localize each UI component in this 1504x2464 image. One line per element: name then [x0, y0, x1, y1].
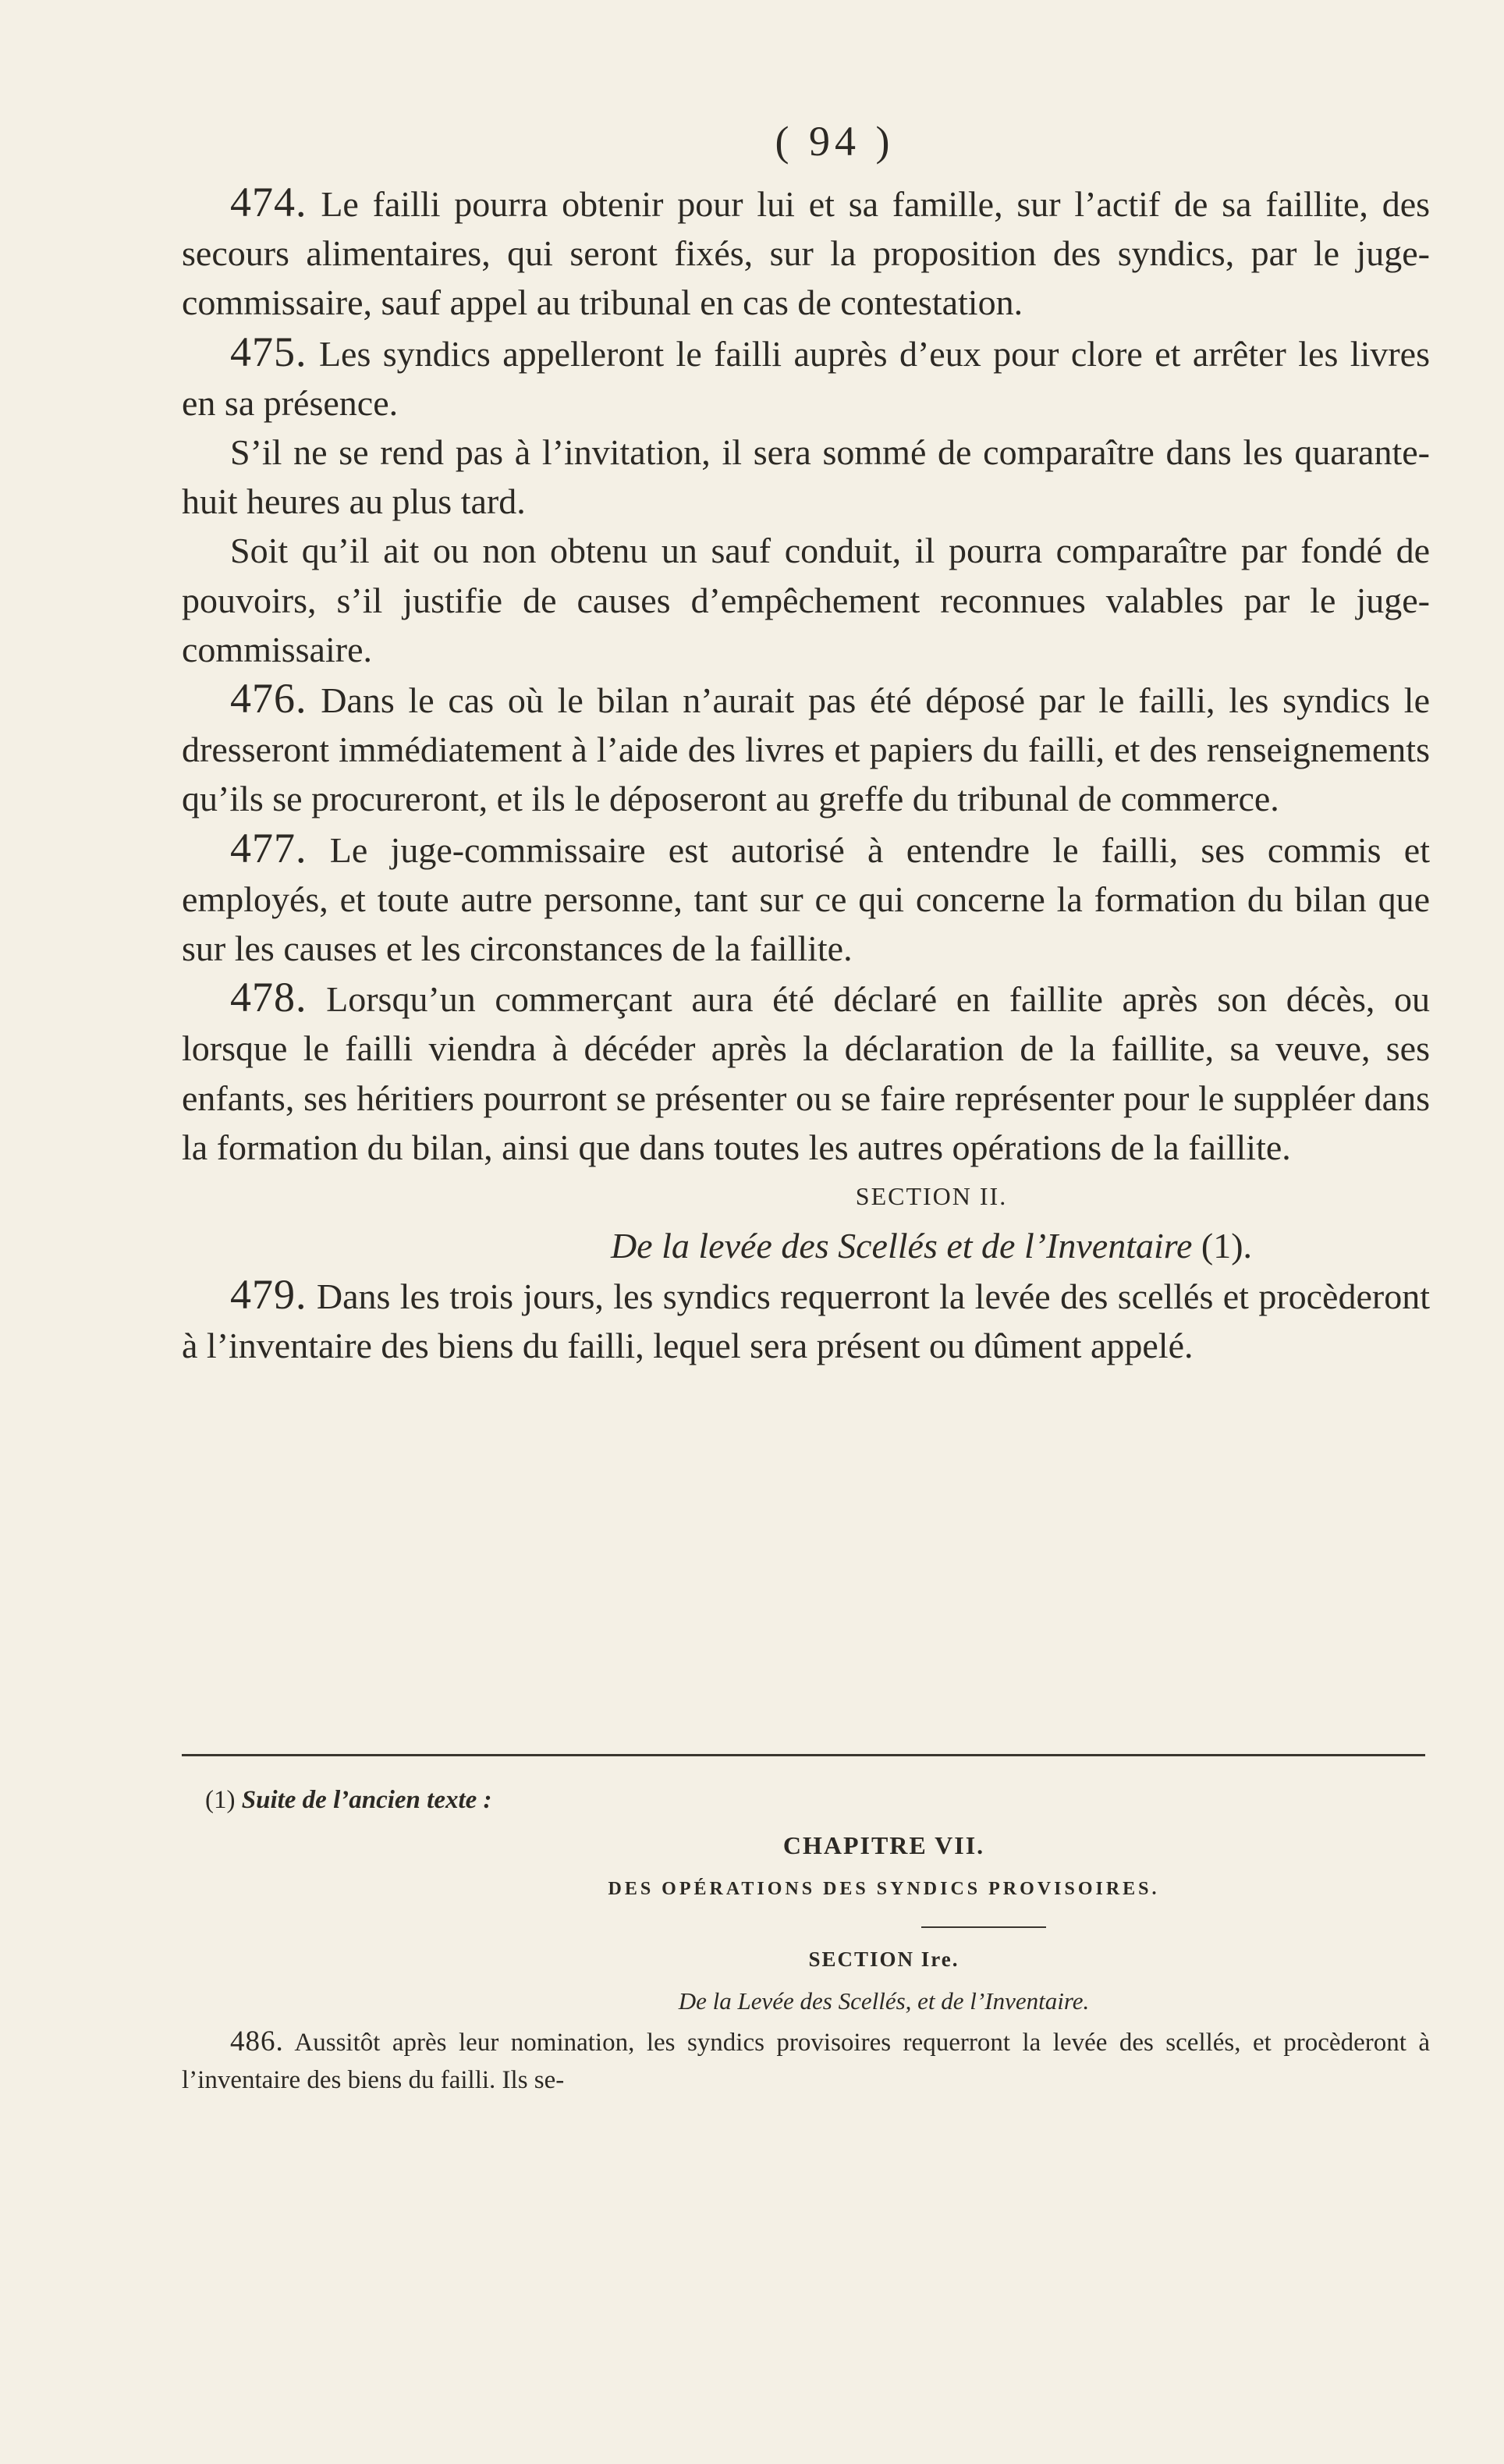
section-title	[182, 1221, 1430, 1270]
footnote-chapter-title: DES OPÉRATIONS DES SYNDICS PROVISOIRES.	[608, 1879, 1160, 1899]
article-number: 477.	[230, 824, 307, 872]
footnote-section-title: De la Levée des Scellés, et de l’Inventaire.	[678, 1987, 1090, 2015]
article-text: Le juge-commissaire est autorisé à entendre le failli, ses commis et employés, et toute autre personne, tant sur ce qui concerne la formation du bilan que sur les causes et les circonstances de la faillite.	[182, 829, 1430, 969]
article-paragraph	[182, 526, 1430, 674]
footnote-short-divider	[921, 1926, 1046, 1928]
footnote-divider	[182, 1754, 1425, 1756]
footnote-intro-text: Suite de l’ancien texte :	[241, 1786, 492, 1814]
article-text: Lorsqu’un commerçant aura été déclaré en faillite après son décès, ou lorsque le failli viendra à décéder après la déclaration de la faillite, sa veuve, ses enfants, ses héritiers pourront se présenter ou se faire représenter pour le suppléer dans la formation du bilan, ainsi que dans toutes les autres opérations de la faillite.	[182, 979, 1431, 1167]
footnote-intro	[182, 1781, 1430, 1819]
section-title-text: De la levée des Scellés et de l’Inventaire	[610, 1226, 1193, 1266]
section-heading: SECTION II.	[855, 1182, 1008, 1211]
article-number: 476.	[230, 675, 307, 723]
footnote-article-text: Aussitôt après leur nomination, les syndics provisoires requerront la levée des scellés, et procèderont à l’inventaire des biens du failli. Ils se-	[182, 2029, 1430, 2094]
article-paragraph	[182, 674, 1430, 824]
footnote-article-number: 486.	[230, 2026, 284, 2057]
article-paragraph	[182, 824, 1430, 974]
main-text	[182, 178, 1430, 1370]
article-text: Le failli pourra obtenir pour lui et sa famille, sur l’actif de sa faillite, des secours alimentaires, qui seront fixés, sur la proposition des syndics, par le juge-commissaire, sauf appel au tribunal en cas de contestation.	[182, 184, 1431, 323]
article-paragraph	[182, 178, 1430, 328]
footnote-section: SECTION Ire.	[808, 1947, 960, 1971]
footnote-chapter: CHAPITRE VII.	[782, 1831, 985, 1859]
article-number: 478.	[230, 974, 307, 1021]
article-paragraph	[182, 1270, 1430, 1370]
article-number: 479.	[230, 1271, 307, 1319]
article-number: 474.	[230, 179, 307, 225]
footnote	[182, 1781, 1430, 2099]
article-paragraph	[182, 328, 1430, 428]
article-paragraph	[182, 428, 1430, 526]
footnote-article	[182, 2023, 1430, 2099]
article-text: Dans les trois jours, les syndics requerront la levée des scellés et procèderont à l’inventaire des biens du failli, lequel sera présent ou dûment appelé.	[182, 1276, 1430, 1366]
footnote-mark: (1)	[205, 1786, 236, 1814]
page-number: ( 94 )	[775, 118, 895, 165]
article-paragraph	[182, 973, 1430, 1172]
article-number: 475.	[230, 328, 307, 375]
article-text: Soit qu’il ait ou non obtenu un sauf conduit, il pourra comparaître par fondé de pouvoirs, s’il justifie de causes d’empêchement reconnues valables par le juge-commissaire.	[182, 531, 1430, 669]
article-text: S’il ne se rend pas à l’invitation, il sera sommé de comparaître dans les quarante-huit heures au plus tard.	[182, 432, 1430, 522]
article-text: Dans le cas où le bilan n’aurait pas été déposé par le failli, les syndics le dresseront immédiatement à l’aide des livres et papiers du failli, et des renseignements qu’ils se procureront, et ils le déposeront au greffe du tribunal de commerce.	[182, 680, 1431, 819]
footnote-reference: (1).	[1201, 1226, 1253, 1266]
article-text: Les syndics appelleront le failli auprès d’eux pour clore et arrêter les livres en sa présence.	[182, 333, 1431, 423]
